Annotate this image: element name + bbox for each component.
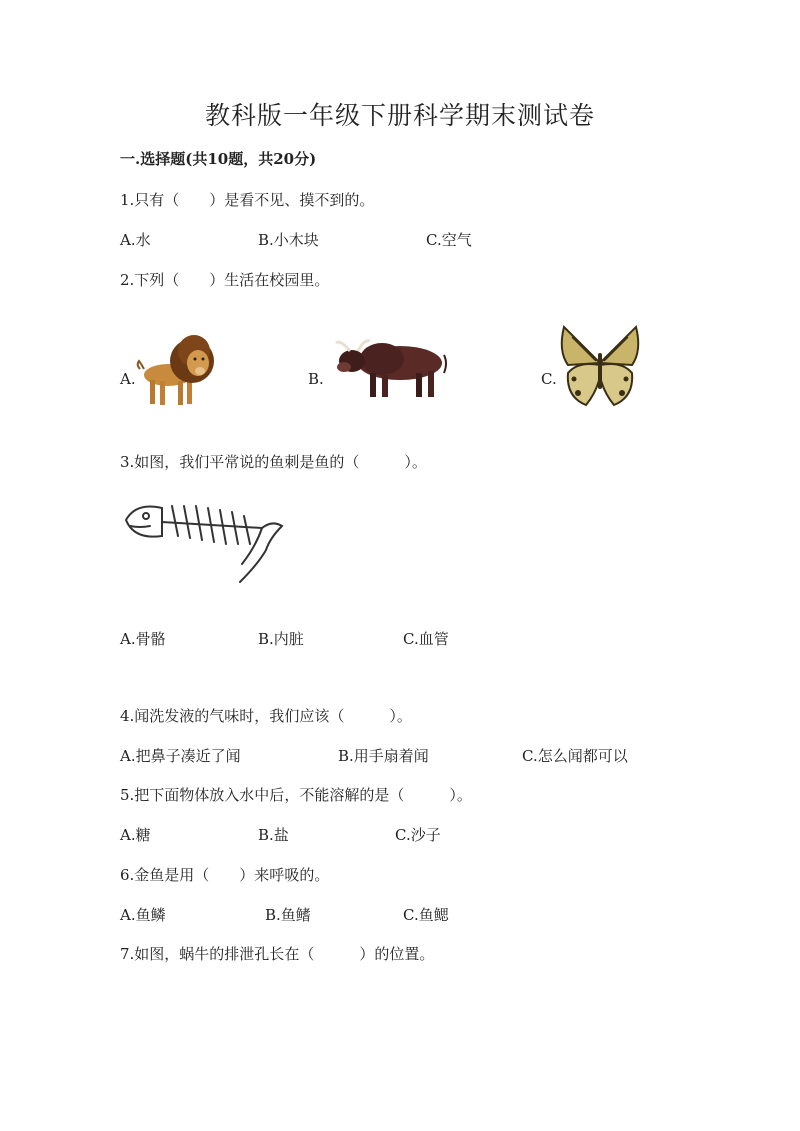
q2-option-b[interactable]: B. (308, 370, 324, 388)
q1-option-b[interactable]: B.小木块 (258, 231, 319, 249)
q4-option-b[interactable]: B.用手扇着闻 (338, 747, 429, 765)
q2-option-a[interactable]: A. (120, 370, 136, 388)
fish-skeleton-icon (122, 498, 284, 586)
q3-option-a[interactable]: A.骨骼 (120, 630, 166, 648)
q3-option-c[interactable]: C.血管 (403, 630, 449, 648)
question-3: 3.如图，我们平常说的鱼刺是鱼的（ ）。 (120, 453, 427, 471)
question-2: 2.下列（ ）生活在校园里。 (120, 271, 330, 289)
q1-option-a[interactable]: A.水 (120, 231, 151, 249)
q6-option-a[interactable]: A.鱼鳞 (120, 906, 166, 924)
q3-option-b[interactable]: B.内脏 (258, 630, 304, 648)
q4-option-a[interactable]: A.把鼻子凑近了闻 (120, 747, 241, 765)
question-6: 6.金鱼是用（ ）来呼吸的。 (120, 866, 330, 884)
q6-option-b[interactable]: B.鱼鳍 (265, 906, 311, 924)
bull-icon (332, 333, 450, 401)
q5-option-c[interactable]: C.沙子 (395, 826, 441, 844)
section-heading: 一.选择题(共10题，共20分) (120, 150, 317, 168)
q4-option-c[interactable]: C.怎么闻都可以 (522, 747, 628, 765)
page-title: 教科版一年级下册科学期末测试卷 (204, 101, 595, 130)
q5-option-a[interactable]: A.糖 (120, 826, 151, 844)
butterfly-icon (556, 323, 644, 409)
question-5: 5.把下面物体放入水中后，不能溶解的是（ ）。 (120, 786, 472, 804)
question-7: 7.如图，蜗牛的排泄孔长在（ ）的位置。 (120, 945, 435, 963)
q1-option-c[interactable]: C.空气 (426, 231, 472, 249)
question-1: 1.只有（ ）是看不见、摸不到的。 (120, 191, 375, 209)
q5-option-b[interactable]: B.盐 (258, 826, 289, 844)
lion-icon (134, 325, 220, 409)
q6-option-c[interactable]: C.鱼鳃 (403, 906, 449, 924)
q2-option-c[interactable]: C. (541, 370, 557, 388)
question-4: 4.闻洗发液的气味时，我们应该（ ）。 (120, 707, 412, 725)
